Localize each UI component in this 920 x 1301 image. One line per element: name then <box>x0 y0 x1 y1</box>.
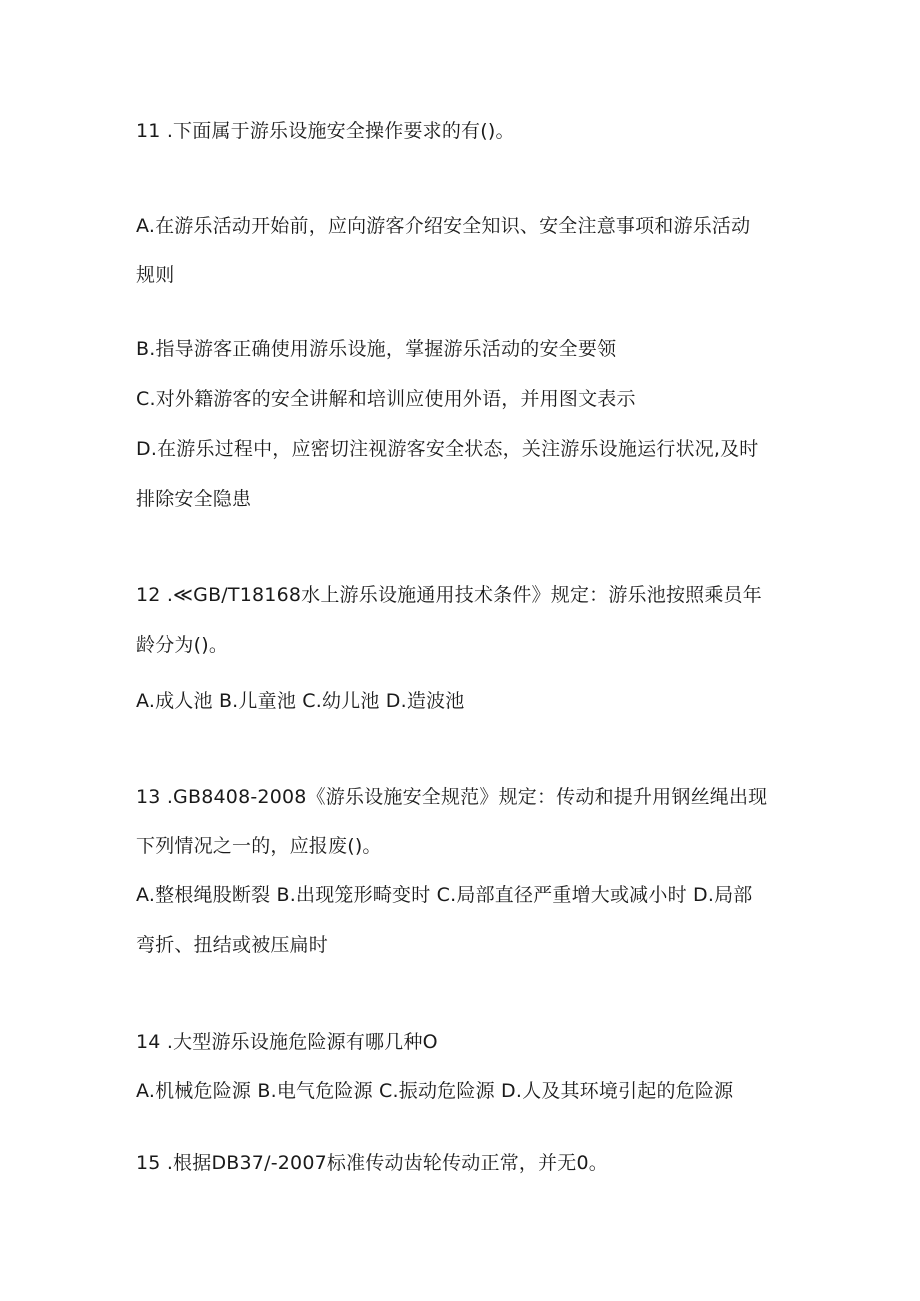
question-13-options-line-1: A.整根绳股断裂 B.出现笼形畸变时 C.局部直径严重增大或减小时 D.局部 <box>136 884 753 906</box>
question-11-stem: 11 .下面属于游乐设施安全操作要求的有()。 <box>136 120 515 142</box>
question-11-option-d-line-2: 排除安全隐患 <box>136 488 252 510</box>
question-11-option-a-line-2: 规则 <box>136 264 175 286</box>
question-13-stem-line-1: 13 .GB8408-2008《游乐设施安全规范》规定：传动和提升用钢丝绳出现 <box>136 786 768 808</box>
question-11-option-b: B.指导游客正确使用游乐设施，掌握游乐活动的安全要领 <box>136 338 617 360</box>
question-13-options-line-2: 弯折、扭结或被压扁时 <box>136 934 329 956</box>
question-12-stem-line-2: 龄分为()。 <box>136 634 229 656</box>
question-13-stem-line-2: 下列情况之一的，应报废()。 <box>136 835 382 857</box>
question-15-stem: 15 .根据DB37/-2007标准传动齿轮传动正常，并无0。 <box>136 1152 608 1174</box>
question-11-option-d-line-1: D.在游乐过程中，应密切注视游客安全状态，关注游乐设施运行状况,及时 <box>136 438 759 460</box>
question-11-option-a-line-1: A.在游乐活动开始前，应向游客介绍安全知识、安全注意事项和游乐活动 <box>136 215 751 237</box>
question-12-options: A.成人池 B.儿童池 C.幼儿池 D.造波池 <box>136 690 465 712</box>
question-14-stem: 14 .大型游乐设施危险源有哪几种O <box>136 1031 438 1053</box>
question-11-option-c: C.对外籍游客的安全讲解和培训应使用外语，并用图文表示 <box>136 388 636 410</box>
question-12-stem-line-1: 12 .≪GB/T18168水上游乐设施通用技术条件》规定：游乐池按照乘员年 <box>136 584 762 606</box>
question-14-options: A.机械危险源 B.电气危险源 C.振动危险源 D.人及其环境引起的危险源 <box>136 1080 734 1102</box>
